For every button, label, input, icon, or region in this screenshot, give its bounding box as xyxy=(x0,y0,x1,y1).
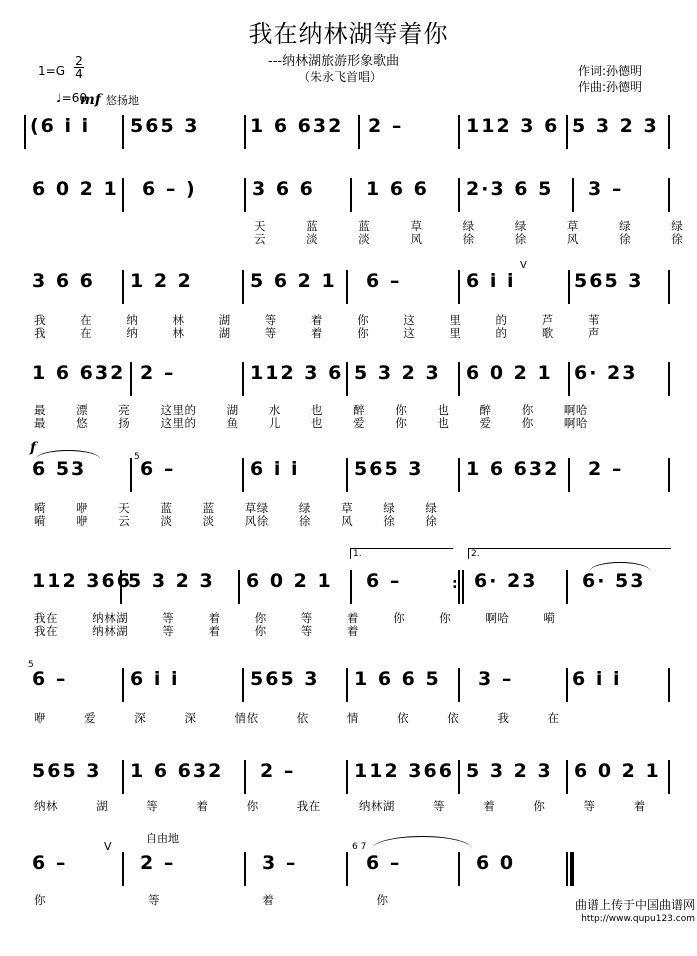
lyrics-verse-1: 最 漂 亮 这里的 湖 水 也 醉 你 也 醉 你 啊哈 xyxy=(34,403,588,417)
barline xyxy=(566,115,568,149)
volta-2 xyxy=(468,548,671,559)
lyrics-verse-2: 我 在 纳 林 湖 等 着 你 这 里 的 歌 声 xyxy=(34,326,600,340)
repeat-dots: : xyxy=(452,576,458,592)
song-subtitle: ---纳林湖旅游形象歌曲 xyxy=(268,54,400,69)
barline xyxy=(242,270,244,304)
measure: 5 3 2 3 xyxy=(354,362,441,384)
lyrics-verse-1: 咿 爱 深 深 情依 依 情 依 依 我 在 xyxy=(34,711,560,725)
barline xyxy=(242,458,244,492)
breath-mark: V xyxy=(104,840,112,853)
barline xyxy=(122,668,124,702)
barline xyxy=(668,270,670,304)
lyrics-verse-1: 天 蓝 蓝 草 绿 绿 草 绿 绿 xyxy=(254,219,684,233)
measure: 112 3 6 xyxy=(466,115,560,137)
score-system-2 xyxy=(0,178,697,282)
barline xyxy=(458,115,460,149)
score-system-4 xyxy=(0,362,697,466)
lyrics-verse-1: 我在 纳林湖 等 着 你 等 着 你 你 啊哈 嗬 xyxy=(34,611,556,625)
barline xyxy=(458,760,460,794)
measure: 6 i i xyxy=(572,668,622,690)
volta-1 xyxy=(350,548,453,559)
lyrics-verse-1: 嗬 咿 天 蓝 蓝 草绿 绿 草 绿 绿 xyxy=(34,501,438,515)
barline xyxy=(566,760,568,794)
score-system-6 xyxy=(0,549,697,674)
barline xyxy=(122,852,124,886)
measure: 3 – xyxy=(262,852,298,874)
barline xyxy=(458,362,460,396)
barline xyxy=(566,570,568,604)
lyrics-verse-2: 最 悠 扬 这里的 鱼 儿 也 爱 你 也 爱 你 啊哈 xyxy=(34,416,588,430)
song-title: 我在纳林湖等着你 xyxy=(248,20,449,48)
barline xyxy=(568,270,570,304)
barline xyxy=(244,115,246,149)
barline xyxy=(122,178,124,212)
measure: 3 – xyxy=(478,668,514,690)
barline xyxy=(668,760,670,794)
barline xyxy=(120,570,122,604)
score-system-3 xyxy=(0,260,697,374)
measure: 5 3 2 3 xyxy=(128,570,215,592)
composer-credit: 作曲:孙德明 xyxy=(578,80,643,94)
measure: 6 0 2 1 xyxy=(466,362,553,384)
measure: 6 – xyxy=(366,270,402,292)
score-system-7 xyxy=(0,660,697,772)
lyrics-verse-2: 云 淡 淡 风 徐 徐 风 徐 徐 xyxy=(254,232,684,246)
singer-credit: （朱永飞首唱） xyxy=(298,70,383,84)
barline xyxy=(242,668,244,702)
barline xyxy=(458,458,460,492)
measure: 1 6 632 xyxy=(466,458,560,480)
dynamic-mf: mf xyxy=(80,92,101,108)
measure: 2 – xyxy=(588,458,624,480)
grace-note: 5 xyxy=(134,452,140,462)
tempo-marking: ♩=60 xyxy=(56,91,87,105)
barline xyxy=(668,178,670,212)
lyrics-verse-1: 我 在 纳 林 湖 等 着 你 这 里 的 芦 苇 xyxy=(34,313,600,327)
measure: 1 6 632 xyxy=(250,115,344,137)
measure: 1 6 632 xyxy=(130,760,224,782)
barline xyxy=(238,570,240,604)
measure: 112 3 6 xyxy=(250,362,344,384)
time-signature-bottom: 4 xyxy=(75,67,83,81)
watermark-line-2: http://www.qupu123.com xyxy=(581,914,695,924)
dynamic-f: f xyxy=(30,440,37,456)
final-barline xyxy=(570,852,574,886)
measure: 2 – xyxy=(368,115,404,137)
expression-start: 悠扬地 xyxy=(106,94,139,107)
grace-notes: 6 7 xyxy=(352,842,367,852)
barline xyxy=(350,178,352,212)
barline xyxy=(346,760,348,794)
barline xyxy=(122,270,124,304)
barline xyxy=(130,362,132,396)
barline xyxy=(346,270,348,304)
barline xyxy=(668,362,670,396)
barline xyxy=(462,570,464,604)
measure: 112 366 xyxy=(354,760,454,782)
measure: 5 3 2 3 xyxy=(466,760,553,782)
measure: 3 6 6 xyxy=(252,178,315,200)
measure: 6 0 xyxy=(476,852,516,874)
key-signature: 1=G xyxy=(38,64,65,78)
breath-mark: V xyxy=(520,260,527,271)
lyrics-verse-2: 嗬 咿 云 淡 淡 风徐 徐 风 徐 徐 xyxy=(34,514,438,528)
barline xyxy=(358,115,360,149)
barline xyxy=(668,115,670,149)
measure: 1 6 632 xyxy=(32,362,126,384)
lyrics-verse-1: 纳林 湖 等 着 你 我在 纳林湖 等 着 你 等 着 xyxy=(34,799,646,813)
barline xyxy=(24,115,26,149)
measure: 6 i i xyxy=(250,458,300,480)
score-system-5 xyxy=(0,440,697,562)
barline xyxy=(244,760,246,794)
time-signature-top: 2 xyxy=(75,54,83,68)
barline xyxy=(130,458,132,492)
barline xyxy=(572,178,574,212)
measure: 6 i i xyxy=(466,270,516,292)
barline xyxy=(458,852,460,886)
barline xyxy=(350,570,352,604)
time-signature xyxy=(74,55,84,80)
barline xyxy=(458,270,460,304)
measure: 565 3 xyxy=(130,115,200,137)
barline xyxy=(346,852,348,886)
measure: 6 0 2 1 xyxy=(32,178,119,200)
measure: 6· 23 xyxy=(574,362,638,384)
measure: 2 – xyxy=(140,852,176,874)
measure: (6 i i xyxy=(30,115,91,137)
measure: 565 3 xyxy=(574,270,644,292)
measure: 6 – xyxy=(140,458,176,480)
measure: 3 6 6 xyxy=(32,270,95,292)
barline xyxy=(244,852,246,886)
measure: 1 6 6 xyxy=(366,178,429,200)
measure: 1 2 2 xyxy=(130,270,193,292)
measure: 6 – xyxy=(32,852,68,874)
barline xyxy=(568,458,570,492)
volta-2-label: 2. xyxy=(471,549,480,559)
measure: 565 3 xyxy=(250,668,320,690)
measure: 2 – xyxy=(260,760,296,782)
expression-free: 自由地 xyxy=(146,832,179,845)
barline xyxy=(122,115,124,149)
barline xyxy=(346,668,348,702)
barline xyxy=(242,362,244,396)
barline xyxy=(566,668,568,702)
measure: 3 – xyxy=(588,178,624,200)
barline xyxy=(244,178,246,212)
site-watermark xyxy=(575,898,695,926)
measure: 2 – xyxy=(140,362,176,384)
barline xyxy=(346,458,348,492)
grace-note: 5 xyxy=(28,660,34,670)
barline xyxy=(568,362,570,396)
measure: 6 – xyxy=(366,570,402,592)
barline xyxy=(668,668,670,702)
measure: 6 – xyxy=(366,852,402,874)
measure: 565 3 xyxy=(32,760,102,782)
measure: 6 0 2 1 xyxy=(574,760,661,782)
measure: 6 – ) xyxy=(142,178,197,200)
measure: 5 6 2 1 xyxy=(250,270,337,292)
lyricist-credit: 作词:孙德明 xyxy=(578,64,643,78)
measure: 5 3 2 3 xyxy=(572,115,659,137)
volta-1-label: 1. xyxy=(353,549,362,559)
barline xyxy=(458,668,460,702)
measure: 6· 23 xyxy=(474,570,538,592)
barline xyxy=(566,852,568,886)
barline xyxy=(458,178,460,212)
watermark-line-1: 曲谱上传于中国曲谱网 xyxy=(574,898,695,912)
measure: 2·3 6 5 xyxy=(466,178,554,200)
measure: 6 0 2 1 xyxy=(246,570,333,592)
measure: 112 366 xyxy=(32,570,132,592)
measure: 6· 53 xyxy=(582,570,646,592)
barline xyxy=(122,760,124,794)
barline xyxy=(458,570,460,604)
measure: 6 53 xyxy=(32,458,87,480)
measure: 1 6 6 5 xyxy=(354,668,441,690)
lyrics-verse-2: 我在 纳林湖 等 着 你 等 着 xyxy=(34,624,359,638)
measure: 6 – xyxy=(32,668,68,690)
measure: 6 i i xyxy=(130,668,180,690)
measure: 565 3 xyxy=(354,458,424,480)
barline xyxy=(346,362,348,396)
lyrics-verse-1: 你 等 着 你 xyxy=(34,893,389,907)
barline xyxy=(668,458,670,492)
